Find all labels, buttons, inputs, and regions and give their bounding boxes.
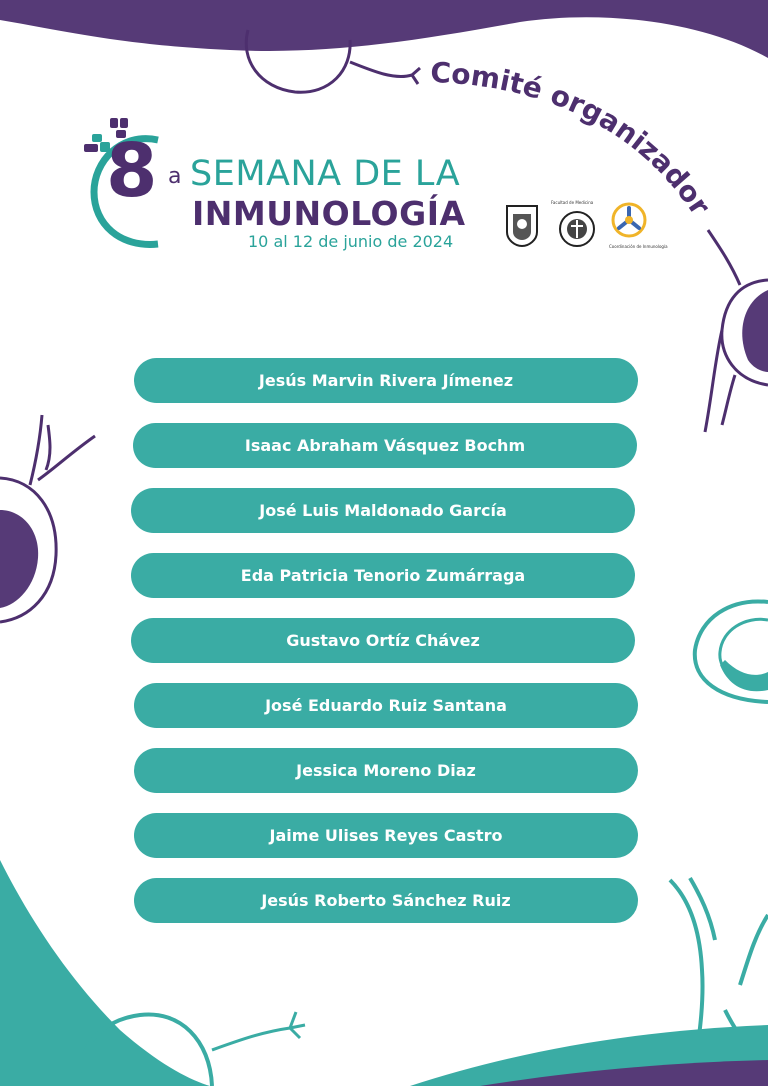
left-cell [0, 510, 38, 608]
member-pill: Jessica Moreno Diaz [134, 748, 638, 793]
member-pill: Jesús Roberto Sánchez Ruiz [134, 878, 638, 923]
member-pill: Jaime Ulises Reyes Castro [134, 813, 638, 858]
right-cell [742, 290, 768, 372]
logo-title-line1: SEMANA DE LA [190, 154, 461, 194]
event-dates: 10 al 12 de junio de 2024 [248, 232, 454, 251]
committee-title: Comité organizador [429, 55, 717, 222]
logo-number: 8 [106, 128, 158, 214]
unam-seal-icon [503, 202, 541, 248]
faculty-caption: Facultad de Medicina [551, 200, 594, 205]
event-logo [80, 112, 500, 262]
medicine-faculty-seal-icon [551, 202, 603, 248]
logo-title-line2: INMUNOLOGÍA [192, 194, 466, 233]
member-pill: José Eduardo Ruiz Santana [134, 683, 638, 728]
member-pill: José Luis Maldonado García [131, 488, 635, 533]
logo-superscript: a [168, 164, 182, 189]
immunology-coordination-logo-icon [611, 202, 647, 242]
member-pill: Gustavo Ortíz Chávez [131, 618, 635, 663]
top-wave [0, 0, 768, 58]
member-pill: Isaac Abraham Vásquez Bochm [133, 423, 637, 468]
member-pill: Jesús Marvin Rivera Jímenez [134, 358, 638, 403]
member-pill: Eda Patricia Tenorio Zumárraga [131, 553, 635, 598]
institution-logos [503, 200, 668, 252]
coordination-caption: Coordinación de Inmunología [609, 244, 668, 249]
